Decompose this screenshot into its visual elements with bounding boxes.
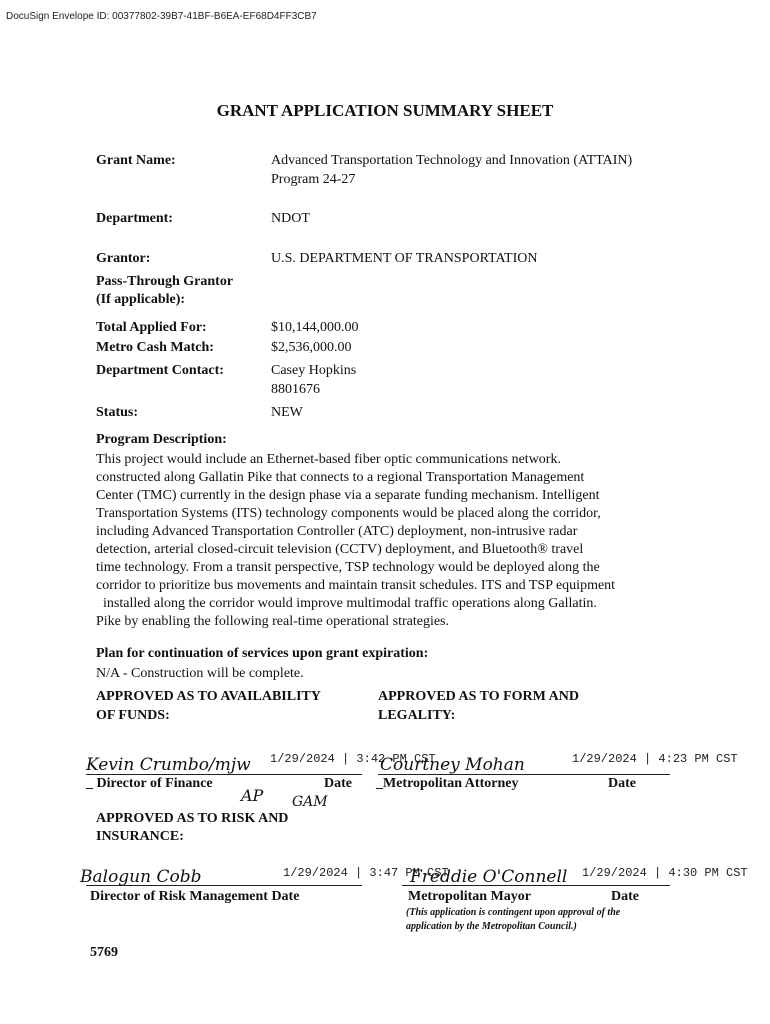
status-label: Status: bbox=[96, 405, 139, 420]
finance-title: _ Director of Finance bbox=[86, 776, 213, 791]
finance-date-label: Date bbox=[324, 776, 352, 791]
continuation-heading: Plan for continuation of services upon grant expiration: bbox=[96, 646, 429, 661]
risk-signature: Balogun Cobb bbox=[80, 867, 202, 887]
risk-timestamp: 1/29/2024 | 3:47 PM CST bbox=[283, 866, 449, 880]
initials-first: AP bbox=[241, 786, 264, 805]
status-value: NEW bbox=[271, 405, 303, 420]
document-title: GRANT APPLICATION SUMMARY SHEET bbox=[216, 101, 554, 120]
contact-phone: 8801676 bbox=[271, 382, 320, 397]
contact-label: Department Contact: bbox=[96, 363, 224, 378]
mayor-signature: Freddie O'Connell bbox=[410, 867, 568, 887]
grantor-value: U.S. DEPARTMENT OF TRANSPORTATION bbox=[271, 251, 538, 266]
description-line: installed along the corridor would improve multimodal traffic operations along Gallatin. bbox=[96, 596, 597, 611]
continuation-text: N/A - Construction will be complete. bbox=[96, 666, 304, 681]
department-label: Department: bbox=[96, 211, 173, 226]
program-description-text bbox=[96, 451, 676, 631]
mayor-timestamp: 1/29/2024 | 4:30 PM CST bbox=[582, 866, 748, 880]
department-value: NDOT bbox=[271, 211, 310, 226]
total-applied-label: Total Applied For: bbox=[96, 320, 207, 335]
program-description-heading: Program Description: bbox=[96, 432, 227, 447]
approval-funds-heading-line2: OF FUNDS: bbox=[96, 708, 170, 723]
attorney-timestamp: 1/29/2024 | 4:23 PM CST bbox=[572, 752, 738, 766]
finance-timestamp: 1/29/2024 | 3:42 PM CST bbox=[270, 752, 436, 766]
description-line: This project would include an Ethernet-based fiber optic communications network. bbox=[96, 452, 561, 467]
description-line: Transportation Systems (ITS) technology components would be placed along the corridor, bbox=[96, 506, 601, 521]
grant-name-value: Advanced Transportation Technology and Innovation (ATTAIN) bbox=[271, 153, 633, 168]
description-line: Center (TMC) currently in the design phase via a separate funding mechanism. Intelligent bbox=[96, 488, 600, 503]
description-line: including Advanced Transportation Controller (ATC) deployment, non-intrusive radar bbox=[96, 524, 578, 539]
description-line: time technology. From a transit perspective, TSP technology would be deployed along the bbox=[96, 560, 600, 575]
grantor-label: Grantor: bbox=[96, 251, 151, 266]
mayor-title: Metropolitan Mayor bbox=[408, 889, 531, 904]
mayor-date-label: Date bbox=[611, 889, 639, 904]
description-line: constructed along Gallatin Pike that connects to a regional Transportation Management bbox=[96, 470, 585, 485]
attorney-date-label: Date bbox=[608, 776, 636, 791]
approval-legality-heading: APPROVED AS TO FORM AND bbox=[378, 689, 579, 704]
description-line: Pike by enabling the following real-time operational strategies. bbox=[96, 614, 450, 629]
description-line: detection, arterial closed-circuit television (CCTV) deployment, and Bluetooth® travel bbox=[96, 542, 584, 557]
initials-second: GAM bbox=[292, 794, 328, 810]
grant-name-label: Grant Name: bbox=[96, 153, 176, 168]
pass-through-label: Pass-Through Grantor bbox=[96, 274, 234, 289]
risk-signature-line bbox=[86, 885, 362, 886]
grant-name-value-line2: Program 24-27 bbox=[271, 172, 356, 187]
contact-name: Casey Hopkins bbox=[271, 363, 357, 378]
finance-signature: Kevin Crumbo/mjw bbox=[86, 755, 251, 775]
total-applied-value: $10,144,000.00 bbox=[271, 320, 359, 335]
mayor-contingency-note: (This application is contingent upon approval of the application by the Metropolitan Council.) bbox=[406, 907, 621, 932]
approval-legality-heading-line2: LEGALITY: bbox=[378, 708, 456, 723]
attorney-signature-line bbox=[378, 774, 670, 775]
attorney-title: _Metropolitan Attorney bbox=[376, 776, 519, 791]
envelope-id: DocuSign Envelope ID: 00377802-39B7-41BF-B6EA-EF68D4FF3CB7 bbox=[6, 11, 317, 22]
finance-signature-line bbox=[86, 774, 362, 775]
cash-match-label: Metro Cash Match: bbox=[96, 340, 214, 355]
approval-risk-heading-line2: INSURANCE: bbox=[96, 829, 184, 844]
cash-match-value: $2,536,000.00 bbox=[271, 340, 352, 355]
attorney-signature: Courtney Mohan bbox=[380, 755, 525, 775]
pass-through-label-line2: (If applicable): bbox=[96, 292, 186, 307]
approval-funds-heading: APPROVED AS TO AVAILABILITY bbox=[96, 689, 321, 704]
description-line: corridor to prioritize bus movements and maintain transit schedules. ITS and TSP equipment bbox=[96, 578, 616, 593]
page-number: 5769 bbox=[90, 945, 118, 960]
risk-title: Director of Risk Management Date bbox=[90, 889, 300, 904]
approval-risk-heading: APPROVED AS TO RISK AND bbox=[96, 811, 289, 826]
mayor-signature-line bbox=[402, 885, 670, 886]
